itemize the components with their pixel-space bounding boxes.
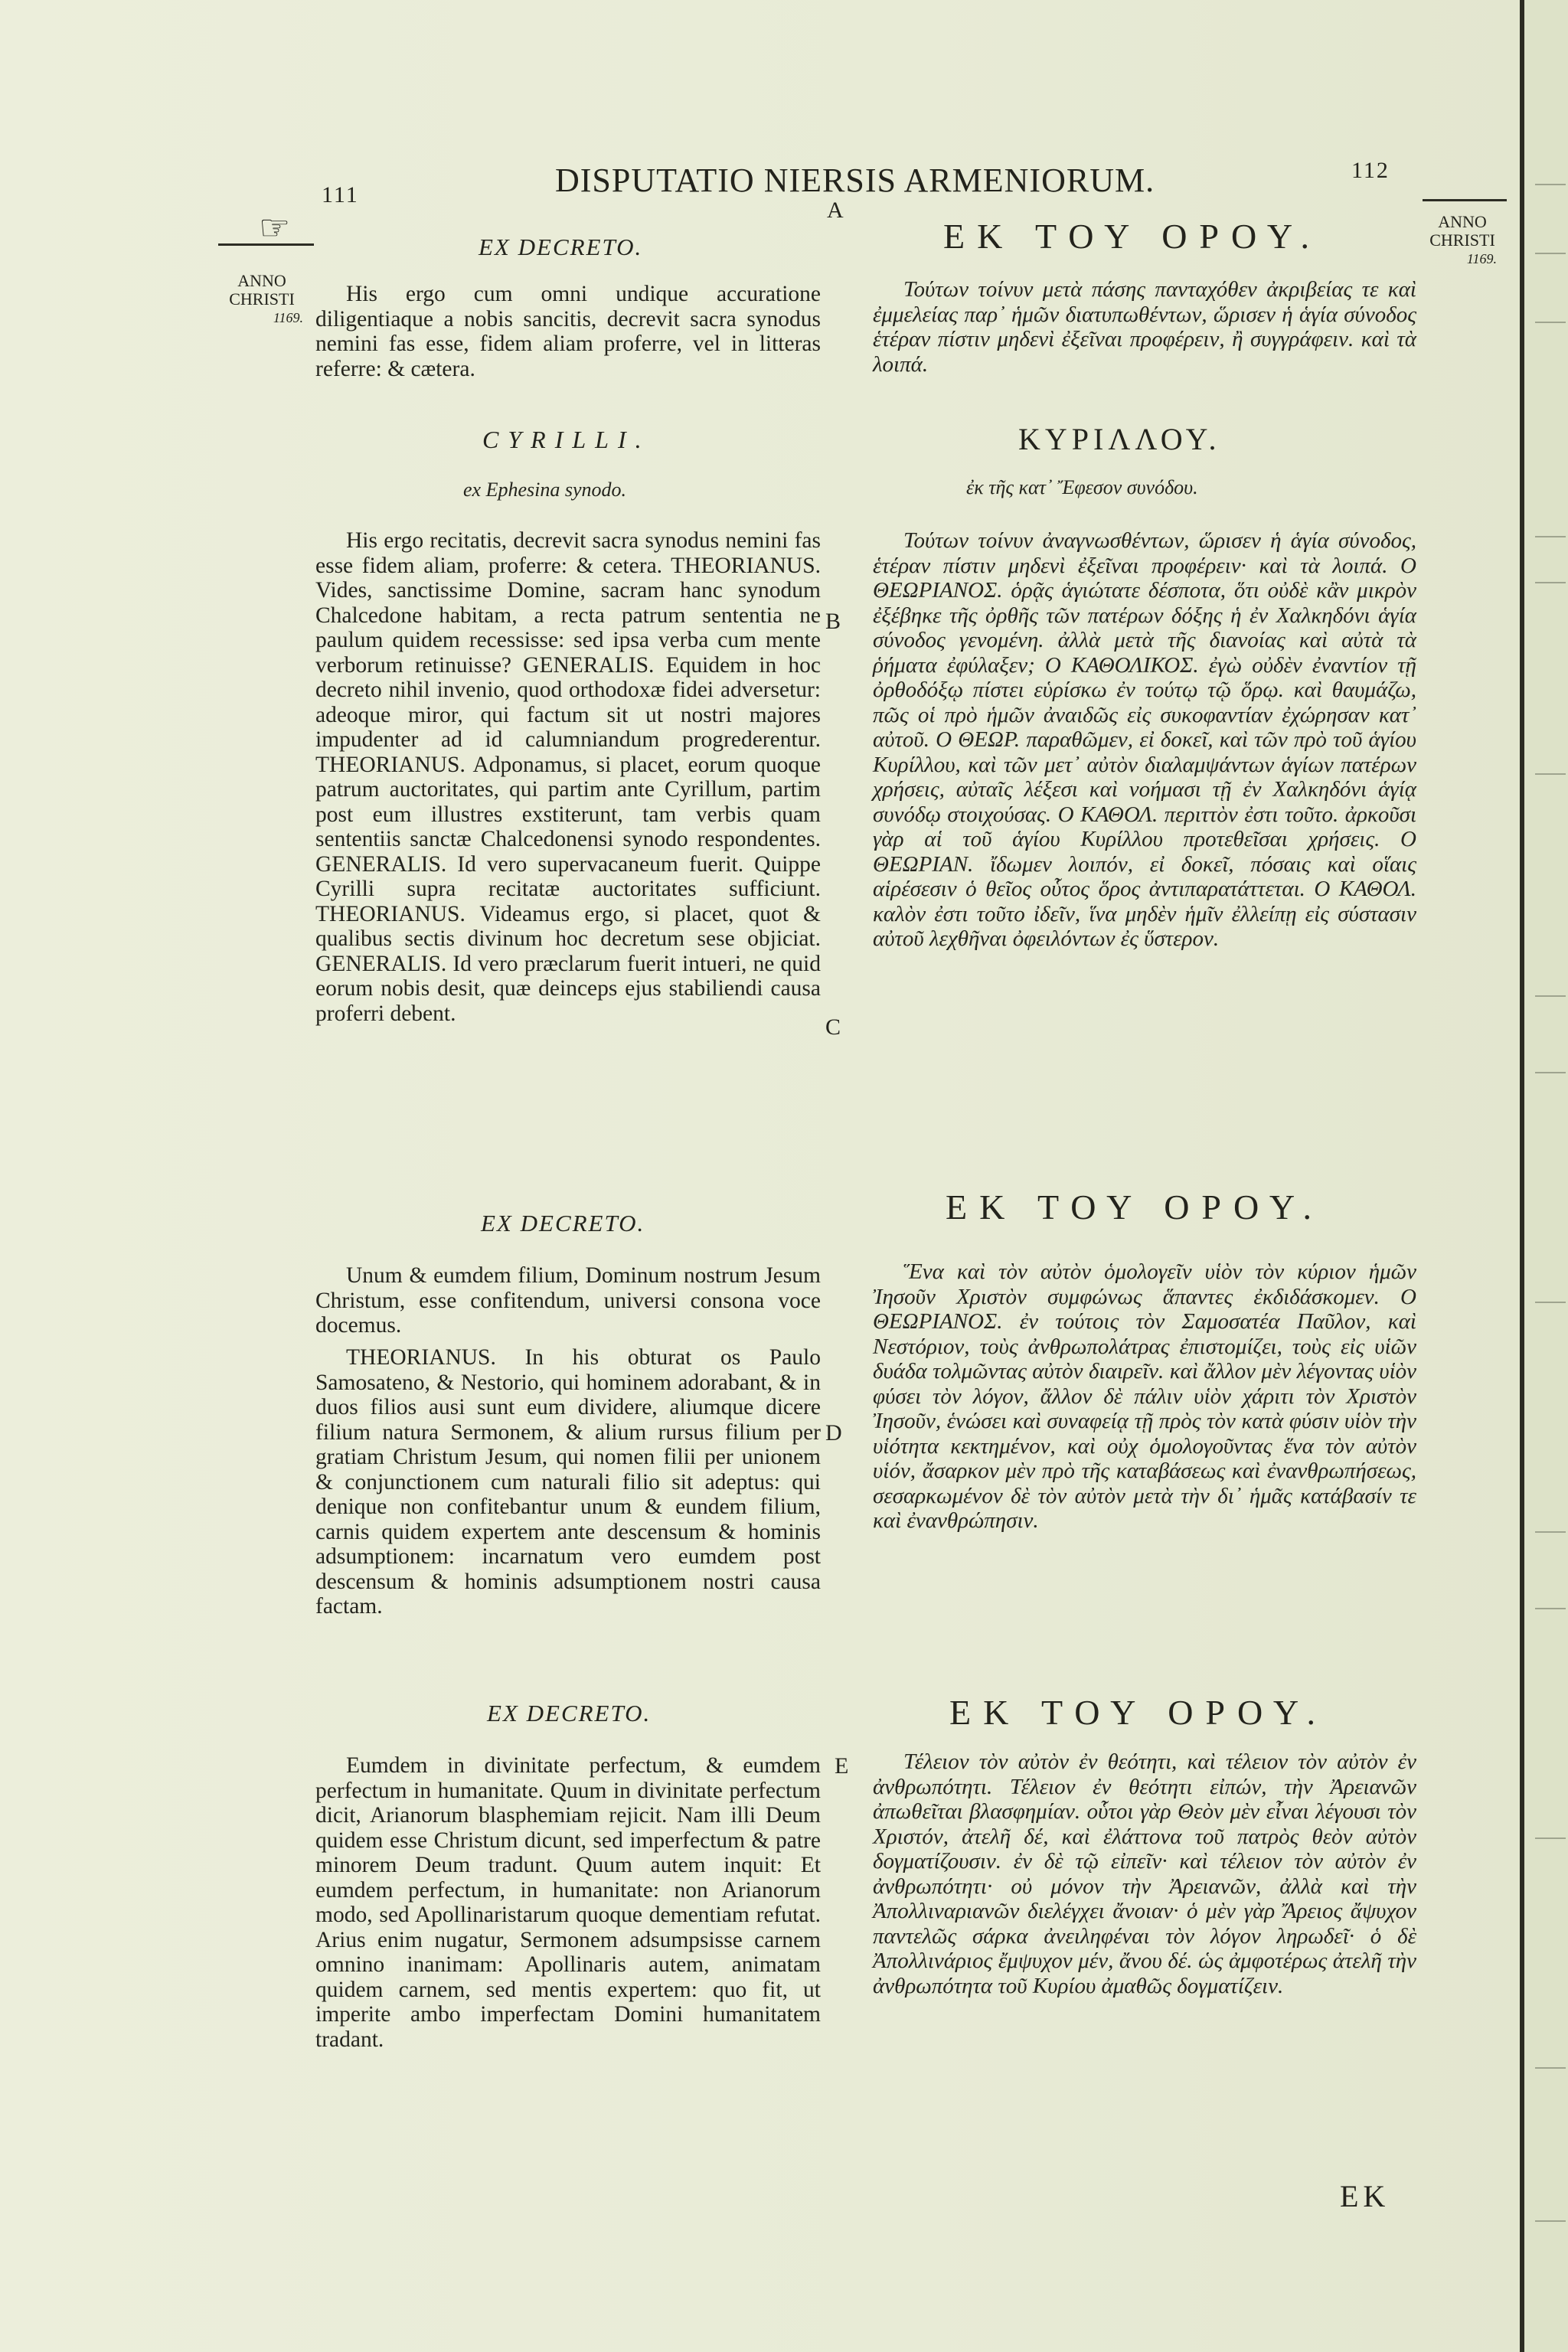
greek-paragraph-1: Τούτων τοίνυν μετὰ πάσης πανταχόθεν ἀκριβείας τε καὶ ἐμμελείας παρ᾽ ἡμῶν διατυπωθέντων, ὥρισεν ἡ ἁγία σύνοδος ἑτέραν πίστιν μηδενὶ ἐξεῖναι προφέρειν, ἢ συγγράφειν. καὶ τὰ λοιπά. [873,277,1416,377]
latin-paragraph-4: Eumdem in divinitate perfectum, & eumdem perfectum in humanitate. Quum in divinitate perfectum dicit, Arianorum blasphemiam rejicit. Nam illi Deum quidem esse Christum dicunt, sed imperfectum & patre minorem Deum tradunt. Quum autem inquit: Et eumdem perfectum, in humanitate: non Arianorum modo, sed Apollinaristarum quoque dementiam refutat. Arius enim nugatur, Sermonem adsumpsisse carnem omnino inanimam: Apollinaris autem, animatam quidem carnem, sed mentis expertem: quo fit, ut imperite ambo imperfectam Domini humanitatem tradant. [315,1753,821,2052]
greek-heading-ek-tou-orou-3: ΕΚ ΤΟΥ ΟΡΟΥ. [949,1693,1328,1732]
left-page-number: 111 [322,182,359,207]
latin-paragraph-3b: THEORIANUS. In his obturat os Paulo Samosateno, & Nestorio, qui hominem adorabant, & in duos filios ausi sunt eum dividere, aliumque dicere filium natura Sermonem, & alium rursus filium per gratiam Christum Jesum, qui nomen filii per unionem & conjunctionem cum naturali filio sit adeptus: qui denique non confitebantur unum & eundem filium, carnis quidem expertem ante descensum & hominis adsumptionem: incarnatum vero eumdem post descensum & hominis adsumptionem nostri causa factam. [315,1345,821,1619]
latin-paragraph-1: His ergo cum omni undique accuratione diligentiaque a nobis sancitis, decrevit sacra synodus nemini fas esse, fidem aliam proferre, vel in litteras referre: & cætera. [315,282,821,381]
latin-subheading-ephesina: ex Ephesina synodo. [463,479,627,501]
margin-rule-right [1423,199,1507,201]
catchword: ΕΚ [1340,2179,1390,2213]
section-letter-c: C [825,1014,841,1040]
greek-paragraph-2: Τούτων τοίνυν ἀναγνωσθέντων, ὥρισεν ἡ ἁγία σύνοδος, ἑτέραν πίστιν μηδενὶ ἐξεῖναι προφέρειν· καὶ τὰ λοιπά. Ο ΘΕΩΡΙΑΝΟΣ. ὁρᾷς ἁγιώτατε δέσποτα, ὅτι οὐδὲ κἂν μικρὸν ἐξέβηκε τῆς ὀρθῆς τῶν πατέρων δόξης ἡ ἐν Χαλκηδόνι ἁγία σύνοδος γενομένη. ἀλλὰ μετὰ τῆς διανοίας καὶ αὐτὰ τὰ ῥήματα ἐφύλαξεν; Ο ΚΑΘΟΛΙΚΟΣ. ἐγὼ οὐδὲν ἐναντίον τῇ ὀρθοδόξῳ πίστει εὑρίσκω ἐν τούτῳ τῷ ὅρῳ. καὶ θαυμάζω, πῶς οἱ πρὸ ἡμῶν ἀναιδῶς εἰς συκοφαντίαν ἐχώρησαν κατ᾽ αὐτοῦ. Ο ΘΕΩΡ. παραθῶμεν, εἰ δοκεῖ, καὶ τῶν πρὸ τοῦ ἁγίου Κυρίλλου, καὶ τῶν μετ᾽ αὐτὸν διαλαμψάντων ἁγίων πατέρων χρήσεις, αὐταῖς λέξεσι καὶ νοήμασι τῇ ἐν Χαλκηδόνι ἁγίᾳ συνόδῳ στοιχούσας. Ο ΚΑΘΟΛ. περιττὸν ἐστι τοῦτο. ἀρκοῦσι γὰρ αἱ τοῦ ἁγίου Κυρίλλου προτεθεῖσαι χρήσεις. Ο ΘΕΩΡΙΑΝ. ἴδωμεν λοιπόν, εἰ δοκεῖ, πόσαις καὶ οἵαις αἱρέσεσιν ὁ θεῖος οὗτος ὅρος ἀντιπαρατάττεται. Ο ΚΑΘΟΛ. καλὸν ἐστι τοῦτο ἰδεῖν, ἵνα μηδὲν ἡμῖν ἐλλείπῃ εἰς σύστασιν αὐτοῦ λεχθῆναι ὀφειλόντων ἐς ὕστερον. [873,528,1416,951]
greek-heading-kyrillou: ΚΥΡΙΛΛΟΥ. [1018,422,1221,456]
adjacent-page-edge [1520,0,1568,2352]
latin-heading-ex-decreto-1: EX DECRETO. [479,234,643,260]
greek-paragraph-3: Ἕνα καὶ τὸν αὐτὸν ὁμολογεῖν υἱὸν τὸν κύριον ἡμῶν Ἰησοῦν Χριστὸν συμφώνως ἅπαντες ἐκδιδάσκομεν. Ο ΘΕΩΡΙΑΝΟΣ. ἐν τούτοις τὸν Σαμοσατέα Παῦλον, καὶ Νεστόριον, τοὺς ἀνθρωπολάτρας ἐπιστομίζει, τοὺς εἰς υἱῶν δυάδα τολμῶντας αὐτὸν διαιρεῖν. καὶ ἄλλον μὲν λέγοντας υἱὸν φύσει τὸν λόγον, ἄλλον δὲ πάλιν υἱὸν χάριτι τὸν Χριστὸν Ἰησοῦν, ἑνώσει καὶ συναφείᾳ τῇ πρὸς τὸν κατὰ φύσιν υἱὸν τὴν υἱότητα κεκτημένον, καὶ οὐχ ὁμολογοῦντας ἕνα τὸν αὐτὸν υἱόν, ἄσαρκον μὲν πρὸ τῆς καταβάσεως καὶ ἐνανθρωπήσεως, σεσαρκωμένον δὲ τὸν αὐτὸν μετὰ τὴν δι᾽ ἡμᾶς κατάβασίν τε καὶ ἐνανθρώπησιν. [873,1259,1416,1533]
margin-note-line: 1169. [273,310,303,325]
latin-paragraph-3a: Unum & eumdem filium, Dominum nostrum Jesum Christum, esse confitendum, universi consona voce docemus. [315,1263,821,1338]
greek-heading-ek-tou-orou-1: ΕΚ ΤΟΥ ΟΡΟΥ. [943,217,1321,256]
column-marker-a: A [827,198,844,223]
pointing-hand-icon: ☞ [259,208,291,247]
section-letter-e: E [835,1753,849,1779]
latin-paragraph-2: His ergo recitatis, decrevit sacra synodus nemini fas esse fidem aliam, proferre: & cetera. THEORIANUS. Vides, sanctissime Domine, sacram hanc synodum Chalcedone habitam, a recta patrum sententia ne paulum quidem recessisse: sed ipsa verba cum mente verborum retinuisse? GENERALIS. Equidem in hoc decreto nihil invenio, quod orthodoxæ fidei adversetur: adeoque miror, qui factum sit ut nostri majores impudenter ad id calumniandum progrederentur. THEORIANUS. Adponamus, si placet, eorum quoque patrum auctoritates, qui partim ante Cyrillum, partim post eum illustres exstiterunt, tam verbis quam sententiis sanctæ Chalcedonensi synodo respondentes. GENERALIS. Id vero supervacaneum fuerit. Quippe Cyrilli supra recitatæ auctoritates sufficiunt. THEORIANUS. Videamus ergo, si placet, quot & qualibus sectis divinum hoc decretum sese objiciat. GENERALIS. Id vero præclarum fuerit intueri, ne quid eorum nobis desit, quæ deinceps ejus stabiliendi causa proferri debent. [315,528,821,1026]
margin-note-line: ANNO [1438,212,1487,231]
latin-heading-cyrilli: CYRILLI. [482,426,651,453]
greek-heading-ek-tou-orou-2: ΕΚ ΤΟΥ ΟΡΟΥ. [946,1187,1324,1227]
margin-note-right [1420,213,1504,268]
section-letter-b: B [825,609,841,634]
margin-note-line: CHRISTI [229,289,295,309]
margin-note-line: 1169. [1466,251,1497,266]
right-page-number: 112 [1351,158,1390,183]
latin-heading-ex-decreto-2: EX DECRETO. [481,1210,645,1236]
latin-heading-ex-decreto-3: EX DECRETO. [487,1700,652,1726]
section-letter-d: D [825,1420,842,1446]
margin-note-line: CHRISTI [1429,230,1495,250]
running-title: DISPUTATIO NIERSIS ARMENIORUM. [555,162,1155,199]
greek-subheading-ephesou: ἐκ τῆς κατ᾽ Ἔφεσον συνόδου. [966,476,1198,498]
margin-note-left [216,272,308,327]
greek-paragraph-4: Τέλειον τὸν αὐτὸν ἐν θεότητι, καὶ τέλειον τὸν αὐτὸν ἐν ἀνθρωπότητι. Τέλειον ἐν θεότητι εἰπών, τὴν Ἀρειανῶν ἀπωθεῖται βλασφημίαν. οὗτοι γὰρ Θεὸν μὲν εἶναι λέγουσι τὸν Χριστόν, ἀτελῆ δέ, καὶ ἐλάττονα τοῦ πατρὸς θεὸν αὐτὸν δογματίζουσιν. ἐν δὲ τῷ εἰπεῖν· καὶ τέλειον τὸν αὐτὸν ἐν ἀνθρωπότητι· οὐ μόνον τὴν Ἀρειανῶν, ἀλλὰ καὶ τὴν Ἀπολλιναριανῶν διελέγχει ἄνοιαν· ὁ μὲν γὰρ Ἄρειος ἄψυχον παντελῶς σάρκα ἀνειληφέναι τὸν λόγον ληρωδεῖ· ὁ δὲ Ἀπολλινάριος ἔμψυχον μέν, ἄνου δέ. ὡς ἀμφοτέρως ἀτελῆ τὴν ἀνθρωπότητα τοῦ Κυρίου ἀμαθῶς δογματίζειν. [873,1749,1416,1998]
margin-note-line: ANNO [237,271,286,290]
